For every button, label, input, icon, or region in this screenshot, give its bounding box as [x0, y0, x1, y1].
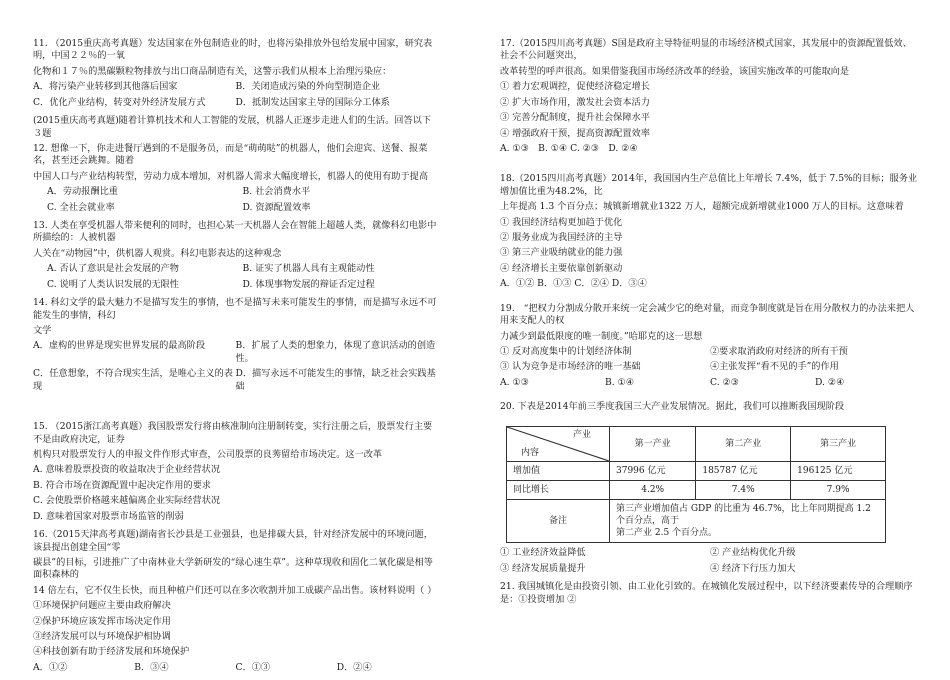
question-stem: 18.（2015四川高考真题）2014年，我国国内生产总值比上年增长 7.4%，低于 7.5%的目标；服务业增加值比重为48.2%，比: [500, 173, 918, 197]
question-18: [500, 173, 920, 290]
answer-options: A. ①③ B. ①④ C. ②③ D. ②④: [500, 142, 638, 154]
table-cell: 37996 亿元: [610, 461, 696, 480]
question-stem: 14 倍左右，它不仅生长快，而且种植户们还可以在多次收割并加工成碳产品出售。该材料说明（ ）: [33, 584, 437, 596]
question-21: [500, 581, 920, 606]
right-column: [500, 38, 920, 612]
question-stem: 17.（2015四川高考真题）S国是政府主导特征明显的市场经济模式国家，其发展中的资源配置低效、社会不公问题突出，: [500, 38, 912, 62]
option-c: C. ②③: [710, 376, 740, 388]
statement-1: ①环境保护问题应主要由政府解决: [33, 600, 171, 612]
option-c: C．任意想象，不符合现实生活，是唯心主义的表现: [33, 368, 233, 392]
question-stem: 14. 科幻文学的最大魅力不是描写发生的事情，也不是描写未来可能发生的事情，而是描写永远不可能发生的事情，科幻: [33, 297, 437, 321]
question-stem: 12. 想像一下，你走进餐厅遇到的不是服务员，而是“萌萌哒”的机器人，他们会迎宾、送餐、报菜名，甚至还会跳舞。随着: [33, 142, 428, 167]
option-row: [500, 547, 920, 559]
table-row: [507, 499, 886, 542]
question-stem: 20. 下表是2014年前三季度我国三大产业发展情况。据此，我们可以推断我国现阶段: [500, 401, 845, 413]
table-note-line: 第三产业增加值占 GDP 的比重为 46.7%，比上年同期提高 1.2 个百分点，高于: [616, 503, 871, 527]
question-20: [500, 401, 920, 575]
question-stem: 上年提高 1.3 个百分点；城镇新增就业1322 万人，超额完成新增就业1000 万人的目标。这意味着: [500, 201, 904, 213]
question-stem: 机构只对股票发行人的申报文件作形式审查，公司股票的良莠留给市场决定。这一改革: [33, 448, 383, 460]
corner-top-label: 产业: [572, 429, 591, 440]
option-row: [33, 263, 438, 275]
option-row: [500, 563, 920, 575]
option-d: D．抵制发达国家主导的国际分工体系: [235, 96, 390, 108]
option-c: C. 全社会就业率: [47, 201, 115, 213]
option-c: C. 会使股票价格越来越偏离企业实际经营状况: [33, 495, 221, 507]
statement-4: ④科技创新有助于经济发展和环境保护: [33, 646, 190, 658]
question-15: [33, 421, 438, 523]
option-row: [500, 346, 920, 358]
row-label: 同比增长: [507, 480, 610, 499]
question-stem: 中国人口与产业结构转型，劳动力成本增加，对机器人需求大幅度增长，机器人的使用有助于提高: [33, 170, 429, 182]
option-a: A．①②: [33, 661, 68, 673]
option-row: [33, 97, 438, 109]
option-row: [500, 361, 920, 373]
option-b: B．扩展了人类的想象力，体现了意识活动的创造性。: [235, 340, 436, 364]
option-d: D．描写永远不可能发生的事情，缺乏社会实践基础: [235, 368, 436, 392]
option-b: B. 社会消费水平: [242, 186, 311, 198]
statement-2: ② 扩大市场作用，激发社会资本活力: [500, 96, 650, 108]
option-c: C．优化产业结构，转变对外经济发展方式: [33, 96, 206, 108]
option-d: D. 资源配置效率: [242, 201, 311, 213]
option-d: D. 意味着国家对股票市场监管的削弱: [33, 510, 184, 522]
corner-bottom-label: 内容: [521, 447, 540, 458]
statement-4: ④ 增强政府干预，提高资源配置效率: [500, 127, 650, 139]
statement-4: ④ 经济增长主要依靠创新驱动: [500, 262, 623, 274]
question-stem: 化物和１７％的黑碳颗粒物排放与出口商品制造有关，这警示我们从根本上治理污染应：: [33, 65, 392, 77]
table-row: [507, 461, 886, 480]
table-row: [507, 480, 886, 499]
question-17: [500, 38, 920, 155]
option-b: B．关闭造成污染的外向型制造企业: [235, 81, 381, 93]
option-a: A．将污染产业转移到其他落后国家: [33, 81, 178, 93]
intro-text: (2015重庆高考真题)随着计算机技术和人工智能的发展，机器人正逐步走进人们的生活。回答以下３题: [33, 115, 432, 139]
option-row: [33, 368, 438, 393]
question-stem: 改革转型的呼声很高。如果借鉴我国市场经济改革的经验，该国实施改革的可能取向是: [500, 65, 850, 77]
statement-4: ④主张发挥“看不见的手”的作用: [710, 361, 839, 373]
statement-3: ③ 经济发展质量提升: [500, 562, 586, 574]
question-12: [33, 143, 438, 214]
table-corner-cell: [507, 426, 610, 461]
option-row: [33, 662, 438, 674]
statement-4: ④ 经济下行压力加大: [710, 562, 796, 574]
row-label: 增加值: [507, 461, 610, 480]
question-stem: 11. （2015重庆高考真题）发达国家在外包制造业的时，也将污染排放外包给发展中国家，研究表明，中国２２％的一氧: [33, 38, 433, 62]
statement-3: ③ 认为竞争是市场经济的唯一基础: [500, 361, 641, 373]
statement-2: ② 产业结构优化升级: [710, 547, 796, 559]
question-stem: 15. （2015浙江高考真题）我国股票发行将由核准制向注册制转变，实行注册之后，股票发行主要不是由政府决定，证券: [33, 421, 433, 445]
question-stem: 13. 人类在享受机器人带来便利的同时，也担心某一天机器人会在智能上超越人类，就像科幻电影中所描绘的：人被机器: [33, 220, 437, 244]
option-b: B. ①④: [605, 376, 635, 388]
statement-3: ③ 第三产业吸纳就业的能力强: [500, 247, 623, 259]
table-header: 第一产业: [610, 426, 696, 461]
table-header: 第三产业: [791, 426, 886, 461]
table-cell: 7.9%: [791, 480, 886, 499]
option-row: [33, 340, 438, 365]
table-cell: 196125 亿元: [791, 461, 886, 480]
question-16: [33, 529, 438, 674]
question-stem: 19. “把权力分割成分散开来统一定会减少它的绝对量，而竞争制度就是旨在用分散权力的办法来把人用来支配人的权: [500, 302, 915, 327]
question-stem: 人关在“动物园”中，供机器人观赏。科幻电影表达的这种观念: [33, 247, 282, 259]
statement-1: ① 我国经济结构更加趋于优化: [500, 216, 623, 228]
option-row: [500, 377, 920, 389]
option-row: [33, 202, 438, 214]
left-column: [33, 38, 438, 680]
answer-options: A．①② B．①③ C．②④ D．③④: [500, 278, 647, 290]
statement-2: ② 服务业成为我国经济的主导: [500, 232, 623, 244]
question-14: [33, 297, 438, 393]
option-a: A．虚构的世界是现实世界发展的最高阶段: [33, 340, 206, 352]
question-stem: 16.（2015天津高考真题)湖南省长沙县是工业强县，也是排碳大县，针对经济发展中的环境问题，该县提出创建全国“零: [33, 529, 433, 553]
statement-1: ① 工业经济效益降低: [500, 547, 586, 559]
statement-1: ① 反对高度集中的计划经济体制: [500, 346, 632, 358]
option-a: A. ①③: [500, 376, 529, 388]
question-19: [500, 303, 920, 390]
option-row: [33, 186, 438, 198]
industry-table: [506, 426, 886, 544]
table-cell: 4.2%: [610, 480, 696, 499]
question-13: [33, 220, 438, 291]
question-stem: 碳县”的目标，引进推广了中南林业大学新研发的“绿心速生草”。这种草现收和固化二氧化碳是相等面积森林的: [33, 556, 433, 581]
option-d: D. ②④: [815, 376, 845, 388]
option-a: A. 意味着股票投资的收益取决于企业经营状况: [33, 464, 221, 476]
question-stem: 力减少到最低限度的唯一制度。”哈耶克的这一思想: [500, 330, 703, 342]
option-c: C. 说明了人类认识发展的无限性: [47, 278, 179, 290]
option-row: [33, 279, 438, 291]
option-c: C．①③: [235, 661, 271, 673]
option-row: [33, 81, 438, 93]
table-note-cell: [610, 499, 886, 542]
question-11: [33, 38, 438, 109]
question-stem: 21. 我国城镇化是由投资引领、由工业化引致的。在城镇化发展过程中，以下经济要素传导的合理顺序是：①投资增加 ②: [500, 581, 913, 605]
table-cell: 7.4%: [696, 480, 791, 499]
option-b: B. 证实了机器人具有主观能动性: [242, 263, 375, 275]
table-header-row: [507, 426, 886, 461]
statement-2: ②要求取消政府对经济的所有干预: [710, 346, 848, 358]
row-label: 备注: [507, 499, 610, 542]
option-d: D．②④: [336, 661, 372, 673]
question-stem: 文学: [33, 325, 52, 337]
statement-3: ③经济发展可以与环境保护相协调: [33, 631, 171, 643]
option-b: B. 符合市场在资源配置中起决定作用的要求: [33, 479, 211, 491]
option-b: B．③④: [134, 661, 169, 673]
option-a: A. 否认了意识是社会发展的产物: [47, 263, 179, 275]
statement-3: ③ 完善分配制度，提升社会保障水平: [500, 112, 650, 124]
table-header: 第二产业: [696, 426, 791, 461]
statement-1: ① 着力宏观调控，促使经济稳定增长: [500, 81, 650, 93]
statement-2: ②保护环境应该发挥市场决定作用: [33, 615, 171, 627]
option-a: A．劳动报酬比重: [47, 186, 118, 198]
table-note-line: 第二产业 2.5 个百分点。: [616, 528, 718, 539]
table-cell: 185787 亿元: [696, 461, 791, 480]
option-d: D. 体现事物发展的辩证否定过程: [242, 278, 375, 290]
